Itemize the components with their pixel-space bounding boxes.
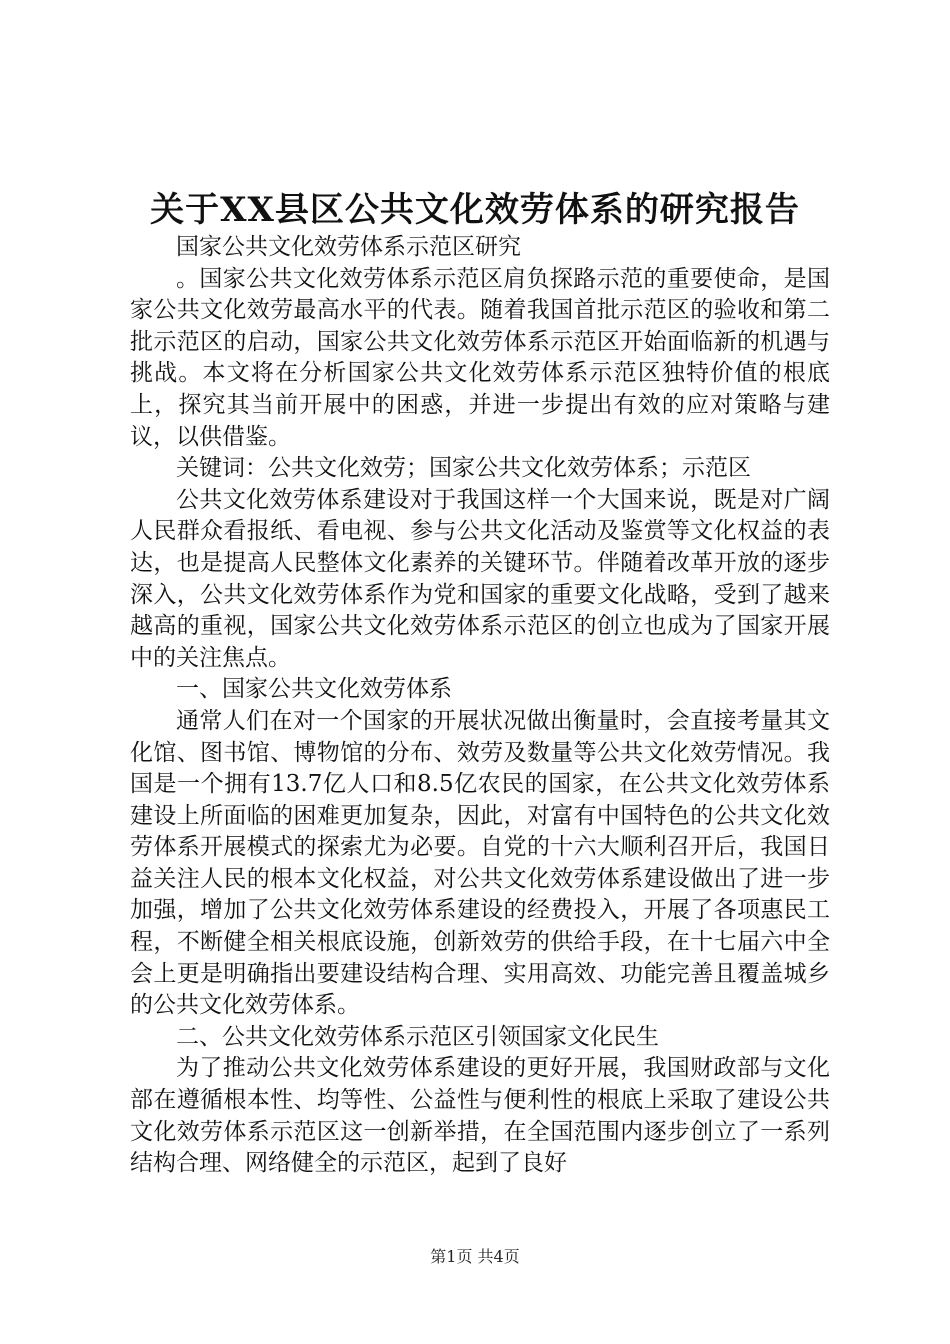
section-2-paragraph: 为了推动公共文化效劳体系建设的更好开展，我国财政部与文化部在遵循根本性、均等性、公益性与便利性的根底上采取了建设公共文化效劳体系示范区这一创新举措，在全国范围内逐步创立了一系列结构合理、网络健全的示范区，起到了良好 [130, 1055, 830, 1177]
section-1-paragraph: 通常人们在对一个国家的开展状况做出衡量时，会直接考量其文化馆、图书馆、博物馆的分布、效劳及数量等公共文化效劳情况。我国是一个拥有13.7亿人口和8.5亿农民的国家，在公共文化效劳体系建设上所面临的困难更加复杂，因此，对富有中国特色的公共文化效劳体系开展模式的探索尤为必要。自党的十六大顺利召开后，我国日益关注人民的根本文化权益，对公共文化效劳体系建设做出了进一步加强，增加了公共文化效劳体系建设的经费投入，开展了各项惠民工程，不断健全相关根底设施，创新效劳的供给手段，在十七届六中全会上更是明确指出要建设结构合理、实用高效、功能完善且覆盖城乡的公共文化效劳体系。 [130, 707, 830, 1019]
page-footer: 第1页 共4页 [430, 1247, 520, 1266]
document-body [130, 232, 830, 1180]
section-heading-1: 一、国家公共文化效劳体系 [176, 676, 452, 703]
subtitle-paragraph: 国家公共文化效劳体系示范区研究 [176, 234, 521, 260]
abstract-paragraph: 。国家公共文化效劳体系示范区肩负探路示范的重要使命，是国家公共文化效劳最高水平的代表。随着我国首批示范区的验收和第二批示范区的启动，国家公共文化效劳体系示范区开始面临新的机遇与挑战。本文将在分析国家公共文化效劳体系示范区独特价值的根底上，探究其当前开展中的困惑，并进一步提出有效的应对策略与建议，以供借鉴。 [130, 265, 830, 450]
keywords-paragraph: 关键词：公共文化效劳；国家公共文化效劳体系；示范区 [176, 455, 751, 482]
section-heading-2: 二、公共文化效劳体系示范区引领国家文化民生 [176, 1023, 659, 1050]
document-title: 关于XX县区公共文化效劳体系的研究报告 [150, 190, 800, 230]
intro-paragraph: 公共文化效劳体系建设对于我国这样一个大国来说，既是对广阔人民群众看报纸、看电视、参与公共文化活动及鉴赏等文化权益的表达，也是提高人民整体文化素养的关键环节。伴随着改革开放的逐步深入，公共文化效劳体系作为党和国家的重要文化战略，受到了越来越高的重视，国家公共文化效劳体系示范区的创立也成为了国家开展中的关注焦点。 [130, 486, 830, 671]
